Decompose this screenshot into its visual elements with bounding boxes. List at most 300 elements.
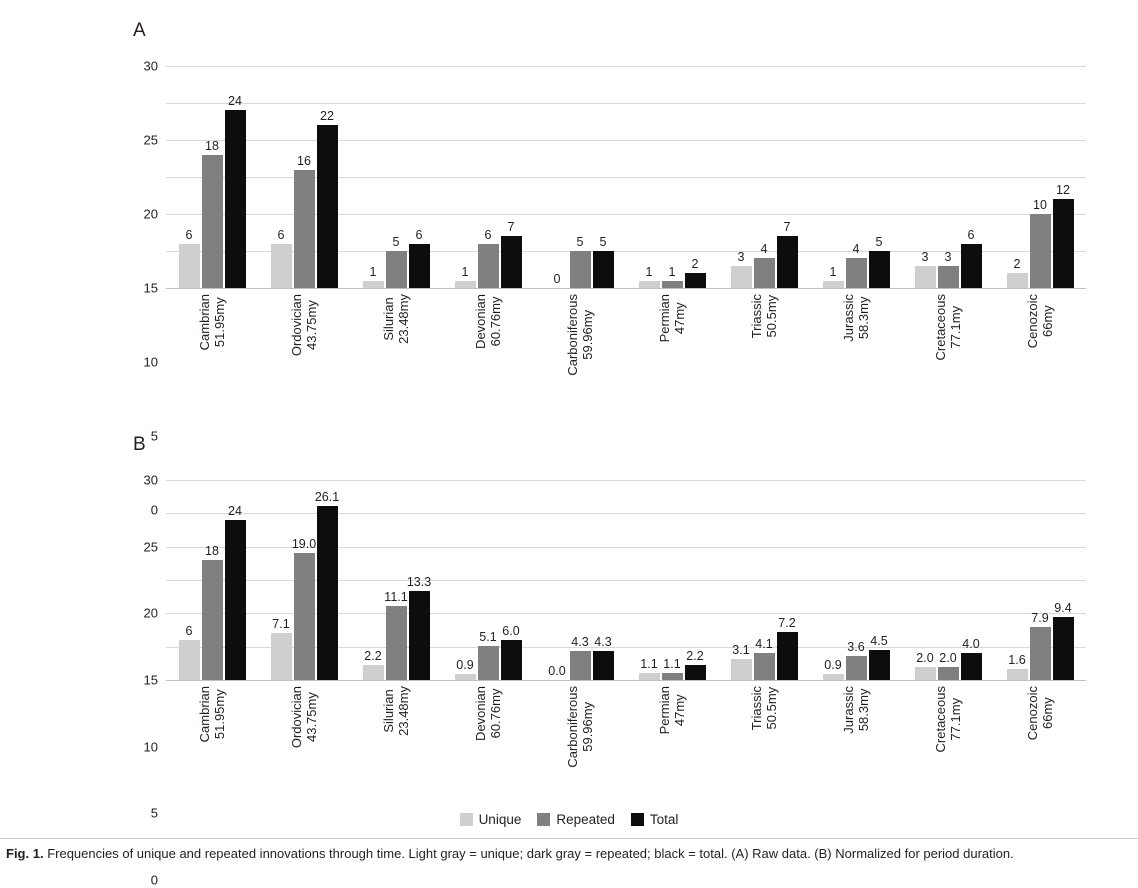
bar-cluster bbox=[179, 66, 246, 288]
x-axis-label-line: 23.48my bbox=[396, 294, 411, 344]
bar-value-label: 5 bbox=[875, 235, 883, 249]
bar bbox=[317, 125, 338, 288]
bar-cluster bbox=[639, 66, 706, 288]
bar-group bbox=[258, 66, 350, 288]
bar-value-label: 26.1 bbox=[314, 490, 340, 504]
bar-slot bbox=[685, 480, 706, 680]
bar bbox=[225, 110, 246, 288]
x-axis-label-line: Cambrian bbox=[197, 686, 212, 743]
bar-slot bbox=[1030, 480, 1051, 680]
panel-b-letter: B bbox=[133, 434, 146, 455]
y-axis-tick-label: 10 bbox=[143, 354, 158, 370]
bar-groups bbox=[166, 66, 1086, 288]
y-axis-tick-label: 25 bbox=[143, 539, 158, 555]
legend-swatch bbox=[537, 813, 550, 826]
bar-cluster bbox=[547, 480, 614, 680]
bar-slot bbox=[547, 66, 568, 288]
bar-slot bbox=[915, 66, 936, 288]
bar-value-label: 4 bbox=[760, 242, 768, 257]
bar-value-label: 6 bbox=[277, 227, 285, 242]
bar-slot bbox=[662, 66, 683, 288]
legend-swatch bbox=[460, 813, 473, 826]
bar-slot bbox=[570, 66, 591, 288]
bar-slot bbox=[915, 480, 936, 680]
bar-value-label: 6 bbox=[967, 227, 975, 242]
bar-group bbox=[994, 66, 1086, 288]
bar bbox=[662, 673, 683, 680]
bar-group bbox=[626, 480, 718, 680]
bar-slot bbox=[731, 480, 752, 680]
bar-value-label: 18 bbox=[205, 544, 219, 558]
bar-value-label: 2 bbox=[1013, 257, 1021, 272]
y-axis-tick-label: 25 bbox=[143, 132, 158, 148]
bar-slot bbox=[938, 66, 959, 288]
x-axis-category-text bbox=[565, 294, 595, 376]
chart-b-x-axis-labels bbox=[166, 686, 1086, 796]
bar-group bbox=[810, 66, 902, 288]
x-axis-label-line: Jurassic bbox=[841, 294, 856, 342]
x-axis-category-text bbox=[933, 686, 963, 752]
bar-value-label: 11.1 bbox=[384, 590, 408, 604]
bar bbox=[1007, 273, 1028, 288]
bar-cluster bbox=[639, 480, 706, 680]
bar-value-label: 3.1 bbox=[732, 643, 750, 658]
x-axis-category-label bbox=[810, 686, 902, 796]
bar-slot bbox=[271, 66, 292, 288]
bar-group bbox=[534, 480, 626, 680]
bar bbox=[363, 665, 384, 680]
bar-slot bbox=[225, 66, 246, 288]
bar bbox=[731, 266, 752, 288]
y-axis-tick-label: 20 bbox=[143, 206, 158, 222]
bar-value-label: 3 bbox=[737, 249, 745, 264]
bar bbox=[639, 673, 660, 680]
bar bbox=[1053, 199, 1074, 288]
bar-slot bbox=[1007, 480, 1028, 680]
bar-slot bbox=[593, 66, 614, 288]
bar-value-label: 4.0 bbox=[962, 637, 980, 652]
bar-slot bbox=[386, 66, 407, 288]
bar-value-label: 5 bbox=[392, 235, 400, 249]
x-axis-label-line: 23.48my bbox=[396, 686, 411, 736]
x-axis-label-line: 77.1my bbox=[948, 305, 963, 349]
x-axis-label-line: Devonian bbox=[473, 294, 488, 349]
bar-value-label: 1 bbox=[645, 264, 653, 279]
x-axis-category-text bbox=[381, 294, 411, 344]
y-axis-tick-label: 20 bbox=[143, 605, 158, 621]
bar-cluster bbox=[455, 66, 522, 288]
bar-slot bbox=[1030, 66, 1051, 288]
x-axis-label-line: Silurian bbox=[381, 297, 396, 341]
bar-slot bbox=[846, 480, 867, 680]
bar-value-label: 1 bbox=[369, 264, 377, 279]
bar bbox=[294, 553, 315, 680]
bar-value-label: 2.0 bbox=[916, 650, 934, 665]
bar-value-label: 10 bbox=[1033, 198, 1047, 212]
bar bbox=[754, 653, 775, 680]
bar-value-label: 4.1 bbox=[755, 636, 773, 651]
bar-value-label: 6 bbox=[415, 227, 423, 242]
x-axis-category-label bbox=[994, 294, 1086, 404]
x-axis-category-text bbox=[565, 686, 595, 768]
bar-value-label: 1.1 bbox=[663, 656, 681, 671]
x-axis-label-line: 47my bbox=[672, 302, 687, 335]
x-axis-category-label bbox=[994, 686, 1086, 796]
bar-value-label: 0.9 bbox=[456, 658, 474, 672]
bar-group bbox=[902, 66, 994, 288]
bar-slot bbox=[314, 480, 340, 680]
bar bbox=[869, 650, 890, 680]
bar-value-label: 13.3 bbox=[406, 575, 432, 590]
y-axis-tick-label: 0 bbox=[150, 872, 158, 888]
x-axis-label-line: 58.3my bbox=[856, 296, 871, 340]
bar bbox=[846, 258, 867, 288]
x-axis-category-label bbox=[442, 686, 534, 796]
y-axis-tick-label: 15 bbox=[143, 280, 158, 296]
bar-value-label: 4 bbox=[852, 242, 860, 257]
bar bbox=[570, 651, 591, 680]
bar-value-label: 19.0 bbox=[291, 537, 317, 552]
bar-value-label: 0 bbox=[553, 272, 561, 286]
bar-value-label: 2.2 bbox=[364, 649, 382, 664]
bar bbox=[846, 656, 867, 680]
bar-slot bbox=[179, 66, 200, 288]
x-axis-label-line: 66my bbox=[1040, 305, 1055, 337]
bar-group bbox=[718, 480, 810, 680]
bar bbox=[386, 606, 407, 680]
x-axis-label-line: 43.75my bbox=[304, 300, 319, 351]
bar bbox=[1030, 214, 1051, 288]
bar bbox=[938, 667, 959, 680]
bar-value-label: 7 bbox=[783, 220, 791, 235]
x-axis-label-line: Cambrian bbox=[197, 294, 212, 351]
x-axis-label-line: Devonian bbox=[473, 686, 488, 741]
bar-slot bbox=[317, 66, 338, 288]
bar-slot bbox=[938, 480, 959, 680]
x-axis-label-line: 50.5my bbox=[764, 686, 779, 730]
x-axis-label-line: 66my bbox=[1040, 697, 1055, 729]
bar-cluster bbox=[731, 66, 798, 288]
bar bbox=[869, 251, 890, 288]
bar-value-label: 3 bbox=[944, 249, 952, 264]
bar bbox=[294, 170, 315, 288]
bar-slot bbox=[823, 480, 844, 680]
x-axis-category-label bbox=[626, 294, 718, 404]
bar bbox=[685, 273, 706, 288]
x-axis-category-label bbox=[810, 294, 902, 404]
bar-slot bbox=[386, 480, 407, 680]
x-axis-category-label bbox=[534, 686, 626, 796]
bar-group bbox=[442, 66, 534, 288]
bar-value-label: 1 bbox=[461, 264, 469, 279]
x-axis-label-line: Triassic bbox=[749, 686, 764, 731]
x-axis-label-line: Jurassic bbox=[841, 686, 856, 734]
bar-value-label: 6 bbox=[484, 227, 492, 242]
bar-slot bbox=[846, 66, 867, 288]
bar-group bbox=[626, 66, 718, 288]
bar-slot bbox=[179, 480, 200, 680]
bar-value-label: 24 bbox=[228, 94, 242, 109]
x-axis-label-line: 47my bbox=[672, 694, 687, 727]
bar-value-label: 2 bbox=[691, 257, 699, 272]
x-axis-category-label bbox=[902, 686, 994, 796]
x-axis-label-line: 60.76my bbox=[488, 688, 503, 739]
bar-slot bbox=[639, 66, 660, 288]
x-axis-label-line: Cenozoic bbox=[1025, 686, 1040, 741]
x-axis-label-line: 59.96my bbox=[580, 701, 595, 752]
bar-slot bbox=[363, 66, 384, 288]
bar-value-label: 1.6 bbox=[1008, 653, 1026, 668]
bar-slot bbox=[271, 480, 292, 680]
bar bbox=[478, 244, 499, 288]
bar-group bbox=[534, 66, 626, 288]
bar-group bbox=[258, 480, 350, 680]
x-axis-label-line: 60.76my bbox=[488, 296, 503, 347]
bar bbox=[685, 665, 706, 680]
x-axis-category-label bbox=[902, 294, 994, 404]
bar-slot bbox=[455, 480, 476, 680]
bar bbox=[754, 258, 775, 288]
x-axis-category-text bbox=[473, 294, 503, 349]
bar bbox=[570, 251, 591, 288]
x-axis-category-text bbox=[841, 686, 871, 734]
bar-value-label: 0.0 bbox=[548, 664, 566, 678]
bar-slot bbox=[639, 480, 660, 680]
bar-cluster bbox=[363, 480, 430, 680]
legend-swatch bbox=[631, 813, 644, 826]
bar-slot bbox=[478, 480, 499, 680]
bar-value-label: 7.9 bbox=[1031, 611, 1049, 626]
bar-slot bbox=[754, 480, 775, 680]
bar-slot bbox=[501, 480, 522, 680]
caption-divider bbox=[0, 838, 1138, 839]
bar-slot bbox=[406, 480, 432, 680]
bar-slot bbox=[202, 480, 223, 680]
bar-cluster bbox=[915, 66, 982, 288]
x-axis-category-label bbox=[718, 294, 810, 404]
bar-value-label: 7.1 bbox=[272, 616, 290, 631]
bar-value-label: 5 bbox=[576, 235, 584, 249]
bar-group bbox=[902, 480, 994, 680]
bar-group bbox=[350, 480, 442, 680]
bar-value-label: 6 bbox=[185, 624, 193, 638]
x-axis-label-line: Permian bbox=[657, 294, 672, 343]
x-axis-label-line: Permian bbox=[657, 686, 672, 735]
bar-slot bbox=[225, 480, 246, 680]
legend-item bbox=[537, 812, 615, 827]
bar bbox=[409, 591, 430, 680]
bar-cluster bbox=[1007, 480, 1074, 680]
bar bbox=[202, 560, 223, 680]
bar-value-label: 12 bbox=[1056, 183, 1070, 198]
bar-group bbox=[442, 480, 534, 680]
bar bbox=[639, 281, 660, 288]
x-axis-label-line: Cretaceous bbox=[933, 294, 948, 361]
bar-cluster bbox=[179, 480, 246, 680]
bar-value-label: 24 bbox=[228, 504, 242, 518]
x-axis-label-line: 50.5my bbox=[764, 294, 779, 338]
bar-slot bbox=[547, 480, 568, 680]
y-axis-tick-label: 5 bbox=[150, 428, 158, 444]
x-axis-category-label bbox=[718, 686, 810, 796]
y-axis-tick-label: 0 bbox=[150, 502, 158, 518]
bar bbox=[317, 506, 338, 680]
bar-cluster bbox=[1007, 66, 1074, 288]
bar-slot bbox=[662, 480, 683, 680]
y-axis-tick-label: 30 bbox=[143, 58, 158, 74]
bar-slot bbox=[777, 66, 798, 288]
x-axis-category-text bbox=[289, 686, 319, 748]
x-axis-category-label bbox=[166, 686, 258, 796]
bar bbox=[271, 633, 292, 680]
bar bbox=[938, 266, 959, 288]
bar-slot bbox=[291, 480, 317, 680]
bar-value-label: 9.4 bbox=[1054, 601, 1072, 616]
x-axis-label-line: 43.75my bbox=[304, 692, 319, 743]
x-axis-label-line: 51.95my bbox=[212, 297, 227, 348]
bar-slot bbox=[1007, 66, 1028, 288]
x-axis-category-label bbox=[534, 294, 626, 404]
bar bbox=[1030, 627, 1051, 680]
x-axis-category-text bbox=[657, 294, 687, 342]
bar-groups bbox=[166, 480, 1086, 680]
bar-slot bbox=[754, 66, 775, 288]
bar bbox=[777, 632, 798, 680]
bar bbox=[961, 244, 982, 288]
x-axis-category-text bbox=[197, 686, 227, 742]
y-axis-tick-label: 15 bbox=[143, 672, 158, 688]
x-axis-label-line: Cenozoic bbox=[1025, 294, 1040, 349]
bar bbox=[455, 281, 476, 288]
bar-slot bbox=[823, 66, 844, 288]
x-axis-label-line: Cretaceous bbox=[933, 686, 948, 753]
bar-slot bbox=[961, 480, 982, 680]
bar-slot bbox=[478, 66, 499, 288]
bar-cluster bbox=[363, 66, 430, 288]
x-axis-category-text bbox=[289, 294, 319, 356]
bar-slot bbox=[869, 480, 890, 680]
bar bbox=[777, 236, 798, 288]
x-axis-label-line: Triassic bbox=[749, 294, 764, 339]
legend-item bbox=[460, 812, 522, 827]
bar bbox=[501, 640, 522, 680]
bar-group bbox=[718, 66, 810, 288]
bar-group bbox=[810, 480, 902, 680]
bar-value-label: 1 bbox=[668, 264, 676, 279]
bar-value-label: 16 bbox=[297, 153, 311, 168]
x-axis-label-line: Carboniferous bbox=[565, 686, 580, 768]
bar-cluster bbox=[455, 480, 522, 680]
x-axis-category-text bbox=[749, 294, 779, 338]
x-axis-label-line: 77.1my bbox=[948, 697, 963, 741]
bar-slot bbox=[593, 480, 614, 680]
bar-value-label: 22 bbox=[320, 109, 334, 124]
x-axis-label-line: Ordovician bbox=[289, 294, 304, 357]
bar-slot bbox=[363, 480, 384, 680]
x-axis-label-line: Ordovician bbox=[289, 686, 304, 749]
bar bbox=[593, 251, 614, 288]
bar-value-label: 3.6 bbox=[847, 640, 865, 654]
bar bbox=[363, 281, 384, 288]
bar-group bbox=[166, 480, 258, 680]
bar bbox=[179, 244, 200, 288]
chart-a-x-axis-labels bbox=[166, 294, 1086, 404]
x-axis-category-text bbox=[749, 686, 779, 730]
legend-label: Total bbox=[649, 812, 679, 827]
bar bbox=[225, 520, 246, 680]
bar-slot bbox=[294, 66, 315, 288]
caption-text: Frequencies of unique and repeated innovations through time. Light gray = unique; dark gray = repeated; black = total. (A) Raw data. (B) Normalized for period duration. bbox=[47, 846, 1014, 861]
x-axis-category-label bbox=[258, 686, 350, 796]
x-axis-category-text bbox=[1025, 686, 1055, 740]
bar bbox=[455, 674, 476, 680]
bar bbox=[731, 659, 752, 680]
x-axis-category-label bbox=[626, 686, 718, 796]
bar-cluster bbox=[271, 66, 338, 288]
bar-value-label: 2.2 bbox=[686, 649, 704, 664]
bar bbox=[823, 281, 844, 288]
x-axis-category-label bbox=[350, 294, 442, 404]
y-axis-tick-label: 10 bbox=[143, 739, 158, 755]
bar-slot bbox=[1053, 480, 1074, 680]
bar-cluster bbox=[915, 480, 982, 680]
x-axis-category-text bbox=[933, 294, 963, 360]
y-axis-tick-label: 5 bbox=[150, 805, 158, 821]
bar-slot bbox=[570, 480, 591, 680]
panel-a-letter: A bbox=[133, 20, 146, 41]
bar-cluster bbox=[731, 480, 798, 680]
bar-group bbox=[166, 66, 258, 288]
bar-slot bbox=[685, 66, 706, 288]
legend-item bbox=[631, 812, 679, 827]
bar-slot bbox=[1053, 66, 1074, 288]
x-axis-category-text bbox=[657, 686, 687, 734]
x-axis-label-line: 51.95my bbox=[212, 689, 227, 740]
x-axis-label-line: Carboniferous bbox=[565, 294, 580, 376]
x-axis-label-line: 58.3my bbox=[856, 688, 871, 732]
bar-slot bbox=[961, 66, 982, 288]
x-axis-category-label bbox=[166, 294, 258, 404]
caption-label: Fig. 1. bbox=[6, 846, 44, 861]
bar bbox=[823, 674, 844, 680]
bar-cluster bbox=[547, 66, 614, 288]
bar-value-label: 7.2 bbox=[778, 616, 796, 630]
x-axis-category-text bbox=[1025, 294, 1055, 348]
bar-cluster bbox=[823, 66, 890, 288]
bar bbox=[662, 281, 683, 288]
bar-slot bbox=[202, 66, 223, 288]
bar bbox=[1053, 617, 1074, 680]
x-axis-category-text bbox=[381, 686, 411, 736]
bar-slot bbox=[731, 66, 752, 288]
bar bbox=[961, 653, 982, 680]
bar bbox=[478, 646, 499, 680]
bar bbox=[915, 266, 936, 288]
bar-slot bbox=[777, 480, 798, 680]
bar-group bbox=[994, 480, 1086, 680]
x-axis-label-line: Silurian bbox=[381, 689, 396, 733]
bar-cluster bbox=[823, 480, 890, 680]
bar-slot bbox=[501, 66, 522, 288]
bar-value-label: 7 bbox=[507, 220, 515, 235]
x-axis-label-line: 59.96my bbox=[580, 309, 595, 360]
y-axis-tick-label: 30 bbox=[143, 472, 158, 488]
bar bbox=[179, 640, 200, 680]
bar bbox=[915, 667, 936, 680]
bar-value-label: 4.3 bbox=[594, 635, 612, 650]
bar-value-label: 2.0 bbox=[939, 650, 957, 665]
bar-value-label: 1.1 bbox=[640, 656, 658, 671]
